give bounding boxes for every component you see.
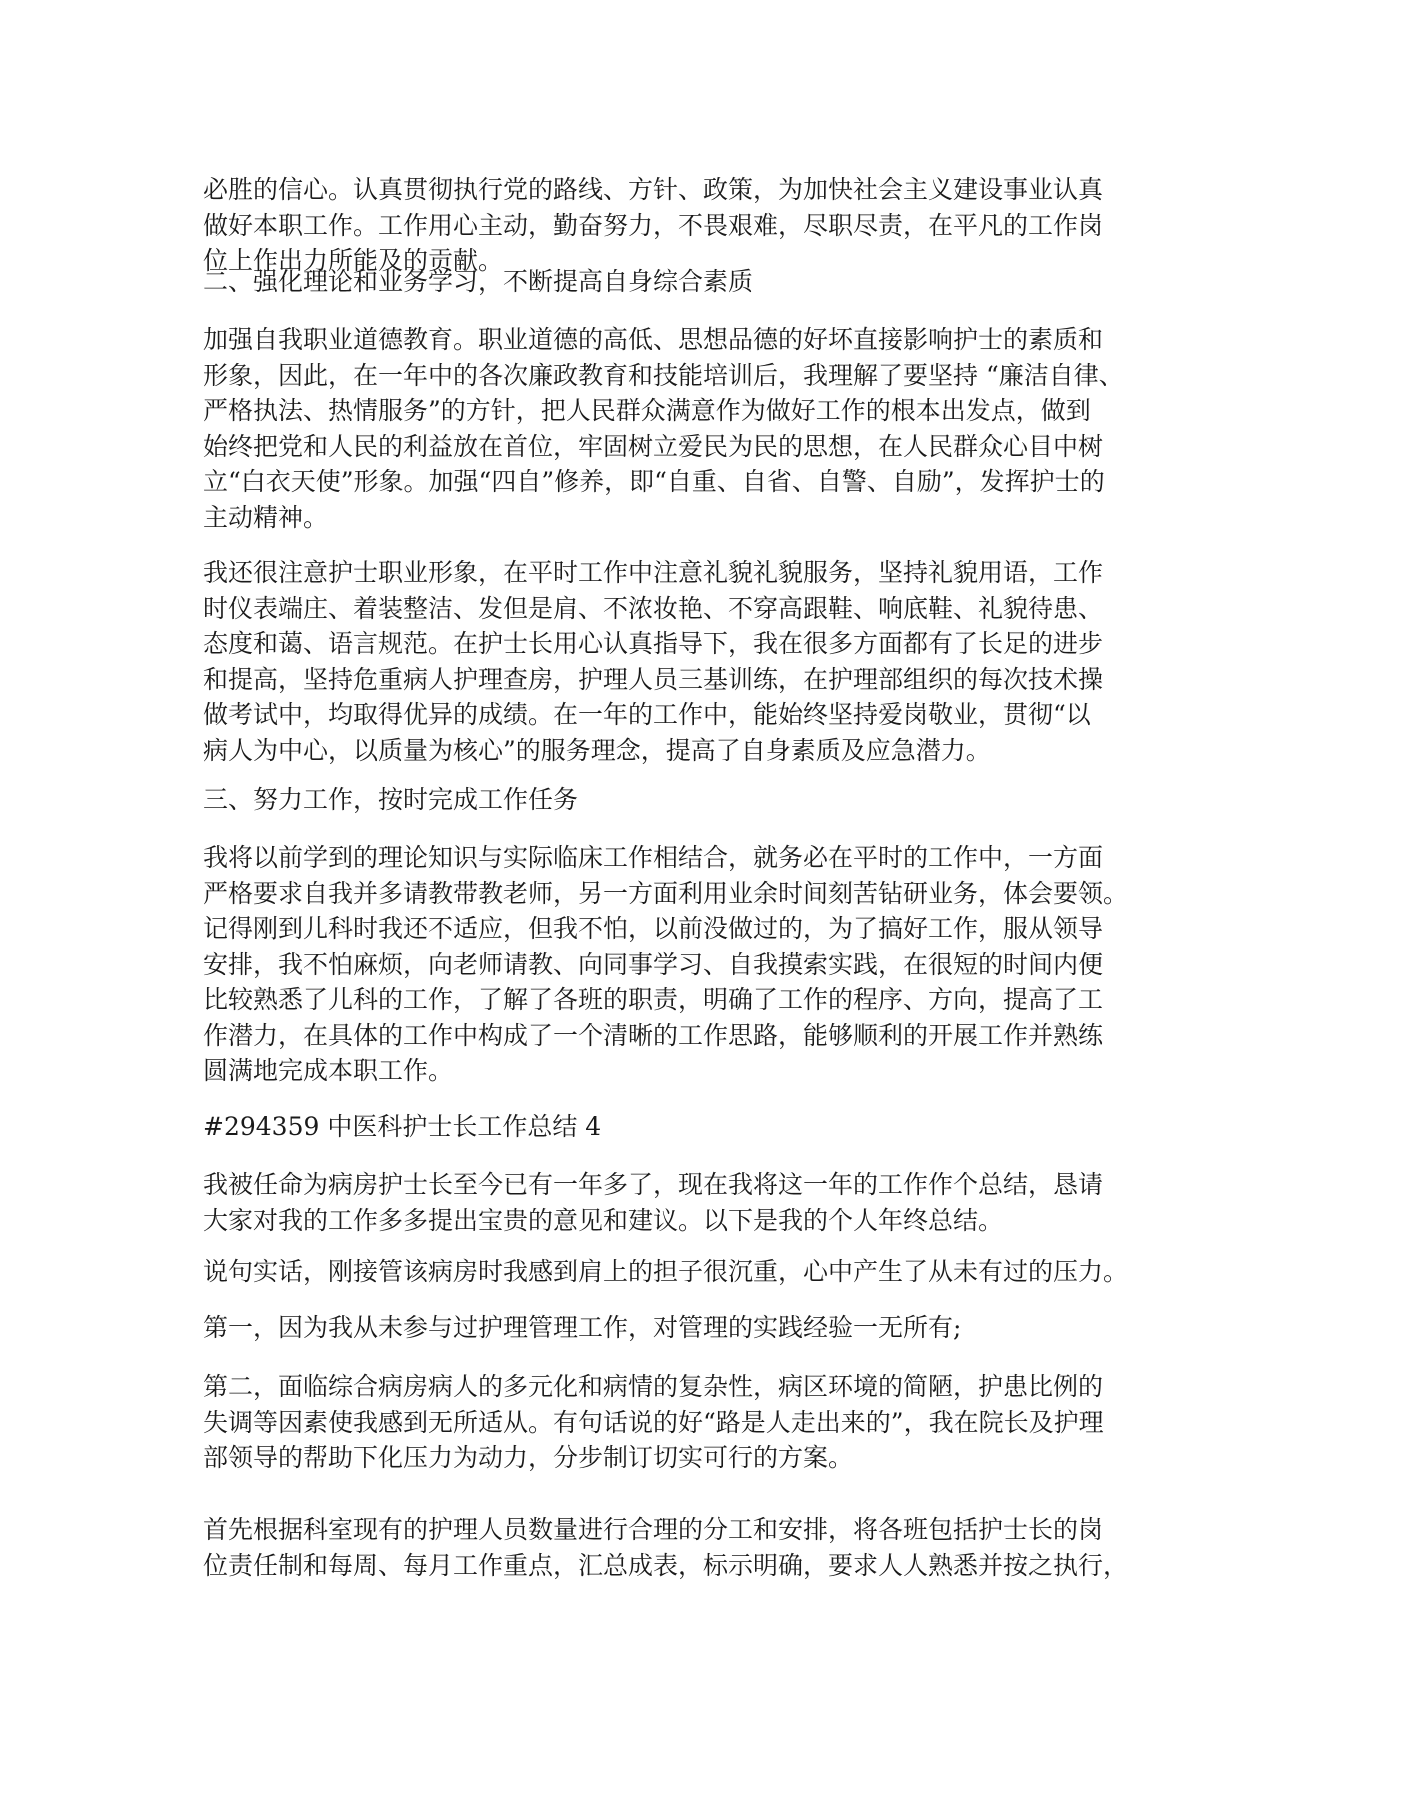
text-line: 做考试中，均取得优异的成绩。在一年的工作中，能始终坚持爱岗敬业，贯彻“以 (203, 700, 1091, 729)
text-line: 作潜力，在具体的工作中构成了一个清晰的工作思路，能够顺利的开展工作并熟练 (203, 1020, 1104, 1050)
paragraph-body (203, 1254, 1213, 1290)
text-line: 说句实话，刚接管该病房时我感到肩上的担子很沉重，心中产生了从未有过的压力。 (203, 1257, 1129, 1286)
text-line: 位责任制和每周、每月工作重点，汇总成表，标示明确，要求人人熟悉并按之执行， (203, 1550, 1129, 1580)
section-heading (203, 264, 1213, 300)
paragraph-body (203, 555, 1213, 768)
text-line: 我还很注意护士职业形象，在平时工作中注意礼貌礼貌服务，坚持礼貌用语，工作 (203, 558, 1104, 587)
text-line: 和提高，坚持危重病人护理查房，护理人员三基训练，在护理部组织的每次技术操 (203, 664, 1104, 694)
text-line: 始终把党和人民的利益放在首位，牢固树立爱民为民的思想，在人民群众心目中树 (203, 431, 1104, 461)
text-line: 记得刚到儿科时我还不适应，但我不怕，以前没做过的，为了搞好工作，服从领导 (203, 914, 1104, 943)
text-line: 圆满地完成本职工作。 (203, 1056, 454, 1085)
text-line: 首先根据科室现有的护理人员数量进行合理的分工和安排，将各班包括护士长的岗 (203, 1515, 1104, 1544)
text-line: 严格执法、热情服务”的方针，把人民群众满意作为做好工作的根本出发点，做到 (203, 396, 1091, 425)
text-line: 我将以前学到的理论知识与实际临床工作相结合，就务必在平时的工作中，一方面 (203, 843, 1104, 872)
text-line: 做好本职工作。工作用心主动，勤奋努力，不畏艰难，尽职尽责，在平凡的工作岗 (203, 210, 1104, 240)
paragraph-body (203, 172, 1213, 279)
text-line: 位上作出力所能及的贡献。 (203, 246, 504, 275)
section-heading (203, 782, 1213, 818)
article-title (203, 1109, 1213, 1145)
heading-text: 三、努力工作，按时完成工作任务 (203, 785, 579, 814)
text-line: 第二，面临综合病房病人的多元化和病情的复杂性，病区环境的简陋，护患比例的 (203, 1372, 1104, 1401)
text-line: 比较熟悉了儿科的工作，了解了各班的职责，明确了工作的程序、方向，提高了工 (203, 985, 1104, 1014)
paragraph-body (203, 1512, 1213, 1583)
title-text: #294359 中医科护士长工作总结 4 (203, 1112, 602, 1141)
paragraph-body (203, 840, 1213, 1089)
paragraph-body (203, 1369, 1213, 1476)
text-line: 大家对我的工作多多提出宝贵的意见和建议。以下是我的个人年终总结。 (203, 1205, 1004, 1235)
paragraph-body (203, 322, 1213, 535)
paragraph-body (203, 1167, 1213, 1238)
text-line: 形象，因此，在一年中的各次廉政教育和技能培训后，我理解了要坚持 “廉洁自律、 (203, 360, 1124, 390)
text-line: 必胜的信心。认真贯彻执行党的路线、方针、政策，为加快社会主义建设事业认真 (203, 175, 1104, 204)
text-line: 严格要求自我并多请教带教老师，另一方面利用业余时间刻苦钻研业务，体会要领。 (203, 878, 1129, 908)
text-line: 安排，我不怕麻烦，向老师请教、向同事学习、自我摸索实践，在很短的时间内便 (203, 949, 1104, 979)
text-line: 立“白衣天使”形象。加强“四自”修养，即“自重、自省、自警、自励”，发挥护士的 (203, 467, 1105, 496)
heading-text: 二、强化理论和业务学习，不断提高自身综合素质 (203, 267, 754, 296)
text-line: 时仪表端庄、着装整洁、发但是肩、不浓妆艳、不穿高跟鞋、响底鞋、礼貌待患、 (203, 593, 1104, 623)
text-line: 失调等因素使我感到无所适从。有句话说的好“路是人走出来的”，我在院长及护理 (203, 1407, 1104, 1437)
text-line: 第一，因为我从未参与过护理管理工作，对管理的实践经验一无所有; (203, 1313, 962, 1342)
text-line: 病人为中心，以质量为核心”的服务理念，提高了自身素质及应急潜力。 (203, 735, 991, 765)
paragraph-body (203, 1310, 1213, 1346)
text-line: 加强自我职业道德教育。职业道德的高低、思想品德的好坏直接影响护士的素质和 (203, 325, 1104, 354)
text-line: 主动精神。 (203, 502, 329, 532)
text-line: 我被任命为病房护士长至今已有一年多了，现在我将这一年的工作作个总结，恳请 (203, 1170, 1104, 1199)
text-line: 态度和蔼、语言规范。在护士长用心认真指导下，我在很多方面都有了长足的进步 (203, 629, 1104, 658)
text-line: 部领导的帮助下化压力为动力，分步制订切实可行的方案。 (203, 1443, 854, 1472)
